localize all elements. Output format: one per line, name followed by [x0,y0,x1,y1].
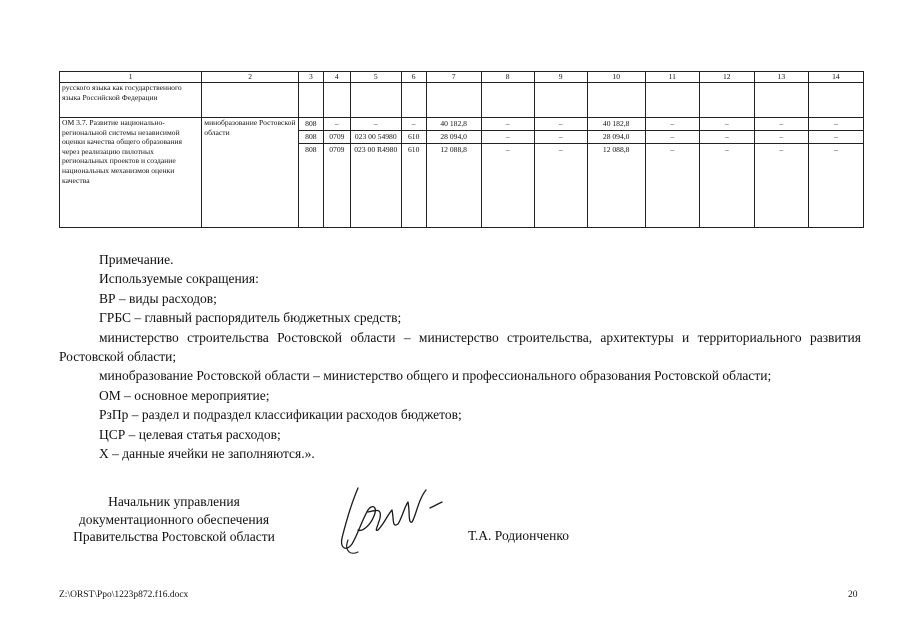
cell-value: – [558,119,563,128]
cell-value: – [755,143,808,156]
cell-value: 28 094,0 [427,130,481,143]
year-cell [645,118,699,228]
table-row [60,118,864,228]
cell-value: – [834,119,838,128]
empty-cell [587,83,645,118]
signatory-title-line: Правительства Ростовской области [73,529,275,544]
column-number: 6 [401,72,426,83]
note-line: Х – данные ячейки не заполняются.». [99,446,315,462]
cell-value: 0709 [324,143,350,156]
column-number: 4 [323,72,350,83]
note-line: минобразование Ростовской области – министерство общего и профессионального образования Ростовской области; [99,368,772,384]
budget-table [59,71,864,228]
cell-value: – [373,119,378,128]
cell-value: 0709 [324,130,350,143]
year-cell [699,118,754,228]
empty-cell [481,83,534,118]
cell-value: – [779,119,784,128]
empty-cell [808,83,863,118]
cell-value: 023 00 R4980 [351,143,401,156]
rzpr-cell [323,118,350,228]
cell-value: – [755,130,808,143]
empty-cell [699,83,754,118]
note-line: ВР – виды расходов; [99,290,217,306]
cell-value: – [809,143,863,156]
empty-cell [401,83,426,118]
grbs-cell [298,118,323,228]
empty-cell [298,83,323,118]
cell-value: – [646,130,699,143]
cell-value: 40 182,8 [440,119,467,128]
column-number: 8 [481,72,534,83]
vr-cell [401,118,426,228]
signatory-name: Т.А. Родионченко [468,528,569,543]
cell-value: 808 [299,130,323,143]
cell-value: 023 00 54980 [351,130,401,143]
signatory-title [59,493,289,546]
notes-section [59,250,861,463]
empty-cell [534,83,587,118]
note-line: министерство строительства Ростовской области – министерство строительства, архитектуры и территориального развития Ростовской области; [59,329,861,365]
column-number: 12 [699,72,754,83]
note-heading: Примечание. [99,252,174,267]
cell-value: – [809,130,863,143]
empty-cell [754,83,808,118]
total-cell [426,118,481,228]
cell-value: – [411,119,416,128]
note-line: РзПр – раздел и подраздел классификации расходов бюджетов; [99,407,462,423]
note-line: ГРБС – главный распорядитель бюджетных средств; [99,310,402,326]
year-cell [754,118,808,228]
cell-value: – [700,130,754,143]
responsible-org-cell: минобразование Ростовской области [202,118,299,228]
cell-value: 12 088,8 [427,143,481,156]
column-number: 7 [426,72,481,83]
cell-value: – [535,143,587,156]
column-number: 1 [60,72,202,83]
activity-name-cell: ОМ 3.7. Развитие национально-региональной системы независимой оценки качества общего образования через реализацию пилотных региональных проектов и создание национальных механизмов оценки качества [60,118,202,228]
year-cell [587,118,645,228]
cell-value: – [535,130,587,143]
empty-cell [202,83,299,118]
column-number: 5 [350,72,401,83]
empty-cell [645,83,699,118]
cell-value: – [505,119,510,128]
empty-cell [426,83,481,118]
column-number: 11 [645,72,699,83]
signatory-title-line: документационного обеспечения [78,511,270,527]
cell-value: – [482,130,534,143]
page-number: 20 [848,590,858,600]
column-number: 3 [298,72,323,83]
year-cell [481,118,534,228]
empty-cell [323,83,350,118]
column-number: 2 [202,72,299,83]
cell-value: – [670,119,675,128]
column-number: 13 [754,72,808,83]
column-number: 9 [534,72,587,83]
file-path: Z:\ORST\Ppo\1223p872.f16.docx [59,590,189,600]
cell-value: – [646,143,699,156]
handwritten-signature [328,480,448,562]
cell-value: 808 [299,143,323,156]
table-row [60,83,864,118]
cell-value: – [482,143,534,156]
activity-name-cell: русского языка как государственного языка Российской Федерации [60,83,202,118]
cell-value: 610 [402,130,426,143]
cell-value: 808 [305,119,317,128]
column-number: 14 [808,72,863,83]
cell-value: 610 [402,143,426,156]
table-header-row [60,72,864,83]
cell-value: 12 088,8 [588,143,645,156]
cell-value: – [700,143,754,156]
cell-value: – [724,119,729,128]
year-cell [808,118,863,228]
note-line: ЦСР – целевая статья расходов; [99,426,281,442]
note-line: Используемые сокращения: [99,271,259,287]
csr-cell [350,118,401,228]
column-number: 10 [587,72,645,83]
signatory-title-line: Начальник управления [108,494,240,509]
year-cell [534,118,587,228]
note-line: ОМ – основное мероприятие; [99,387,270,403]
cell-value: 28 094,0 [588,130,645,143]
cell-value: 40 182,8 [602,119,630,128]
empty-cell [350,83,401,118]
cell-value: – [334,119,339,128]
